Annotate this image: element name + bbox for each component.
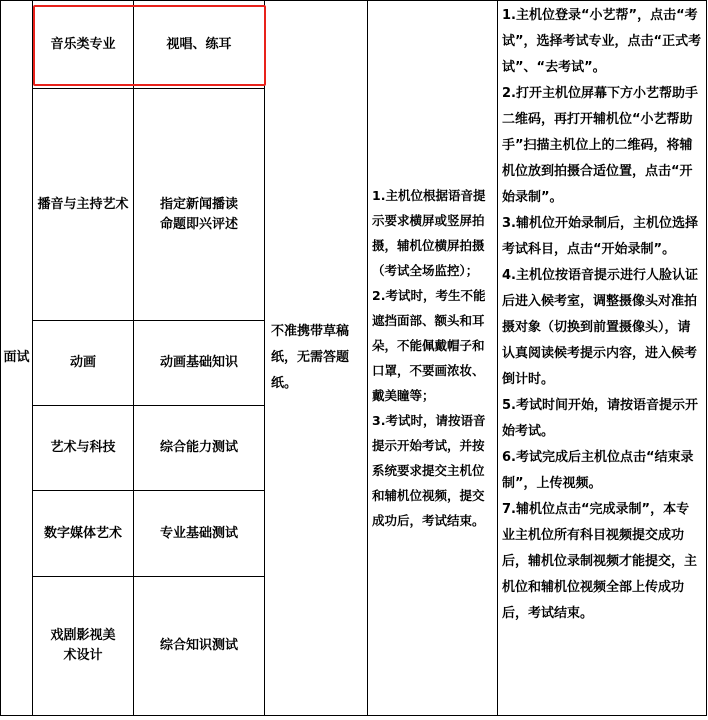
content-cell: [134, 406, 265, 491]
content-cell: [134, 89, 265, 321]
instruction-step: 7.辅机位点击“完成录制”，本专业主机位所有科目视频提交成功后，辅机位录制视频才能提交，主机位和辅机位视频全部上传成功后，考试结束。: [502, 502, 698, 621]
major-name: 数字媒体艺术: [43, 525, 122, 541]
table-row: [1, 1, 707, 89]
section-label: 面试: [3, 350, 30, 365]
major-name: 动画: [69, 355, 96, 370]
major-cell: [33, 491, 134, 577]
major-cell: [33, 89, 134, 321]
exam-content: 动画基础知识: [159, 355, 238, 370]
exam-rule: 1.主机位根据语音提示要求横屏或竖屏拍摄，辅机位横屏拍摄（考试全场监控）；: [372, 188, 486, 278]
exam-content: 综合知识测试: [159, 638, 238, 653]
instruction-step: 3.辅机位开始录制后，主机位选择考试科目，点击“开始录制”。: [502, 216, 698, 257]
major-cell: [33, 321, 134, 406]
major-name: 艺术与科技: [50, 440, 116, 455]
major-cell: [33, 406, 134, 491]
exam-rule: 2.考试时，考生不能遮挡面部、额头和耳朵，不能佩戴帽子和口罩，不要画浓妆、戴美瞳等；: [372, 288, 486, 403]
major-cell: [33, 577, 134, 716]
content-cell: [134, 577, 265, 716]
instruction-step: 2.打开主机位屏幕下方小艺帮助手二维码，再打开辅机位“小艺帮助手”扫描主机位上的二维码，将辅机位放到拍摄合适位置，点击“开始录制”。: [502, 86, 698, 205]
exam-content: 专业基础测试: [159, 525, 238, 541]
major-name: 戏剧影视美术设计: [50, 628, 116, 663]
exam-rules-cell: [368, 1, 498, 716]
instruction-step: 5.考试时间开始，请按语音提示开始考试。: [502, 398, 698, 439]
major-cell: [33, 1, 134, 89]
major-name: 播音与主持艺术: [37, 196, 129, 212]
content-cell: [134, 1, 265, 89]
major-name: 音乐类专业: [50, 36, 116, 52]
content-cell: [134, 321, 265, 406]
exam-content: 视唱、练耳: [166, 36, 232, 52]
exam-content: 指定新闻播读 命题即兴评述: [159, 196, 238, 232]
section-label-cell: [1, 1, 33, 716]
instruction-step: 6.考试完成后主机位点击“结束录制”，上传视频。: [502, 450, 694, 491]
materials-note: 不准携带草稿纸，无需答题纸。: [271, 324, 350, 391]
exam-content: 综合能力测试: [159, 440, 238, 455]
instruction-step: 4.主机位按语音提示进行人脸认证后进入候考室，调整摄像头对准拍摄对象（切换到前置摄像头），请认真阅读候考提示内容，进入候考倒计时。: [502, 268, 698, 387]
content-cell: [134, 491, 265, 577]
materials-note-cell: [265, 1, 368, 716]
exam-rule: 3.考试时，请按语音提示开始考试，并按系统要求提交主机位和辅机位视频，提交成功后，考试结束。: [372, 413, 486, 528]
instruction-step: 1.主机位登录“小艺帮”，点击“考试”，选择考试专业，点击“正式考试”、“去考试”。: [502, 8, 702, 75]
instructions-cell: [498, 1, 707, 716]
